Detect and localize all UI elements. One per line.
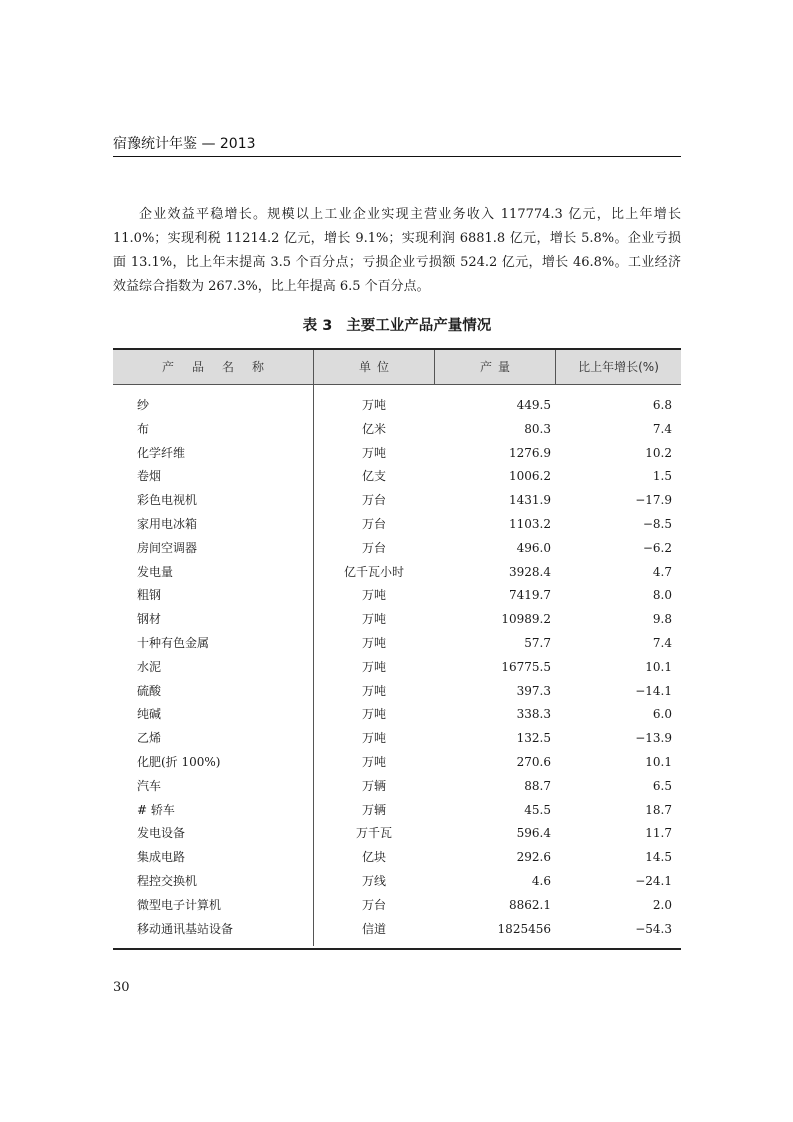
product-unit: 万吨: [361, 612, 386, 627]
table-row: [113, 513, 681, 537]
product-unit: 万辆: [361, 802, 386, 817]
table-header: [113, 350, 681, 385]
page-number: 30: [113, 980, 130, 995]
product-name: 布: [137, 421, 150, 436]
table-row: [113, 680, 681, 704]
product-growth: 10.1: [645, 659, 672, 674]
product-growth: 6.0: [652, 707, 672, 722]
column-header-growth: 比上年增长(%): [578, 360, 659, 374]
product-output: 57.7: [524, 635, 551, 650]
table-row: [113, 442, 681, 466]
product-unit: 万吨: [361, 588, 386, 603]
column-divider: [555, 350, 556, 384]
product-output: 45.5: [524, 802, 551, 817]
product-output: 292.6: [516, 850, 551, 865]
product-name: 化肥(折 100%): [137, 754, 221, 769]
table-row: [113, 561, 681, 585]
product-name: 移动通讯基站设备: [137, 921, 234, 936]
product-growth: −17.9: [635, 493, 672, 508]
product-name: 纱: [137, 398, 150, 412]
product-output: 4.6: [531, 873, 551, 888]
table-row: [113, 394, 681, 418]
product-name: 十种有色金属: [137, 635, 210, 650]
product-output: 1103.2: [509, 516, 551, 531]
product-growth: 14.5: [645, 850, 672, 865]
product-name: 卷烟: [137, 469, 162, 484]
product-output: 270.6: [516, 754, 551, 769]
product-growth: 8.0: [652, 588, 672, 603]
product-name: 发电量: [137, 564, 174, 579]
product-output: 3928.4: [509, 564, 551, 579]
table-caption: [113, 314, 681, 335]
running-header: [113, 134, 681, 157]
product-growth: 2.0: [652, 897, 672, 912]
table-number: 表 3: [302, 318, 333, 334]
table-row: [113, 489, 681, 513]
table-title: 主要工业产品产量情况: [346, 318, 492, 334]
product-name: 微型电子计算机: [137, 897, 222, 912]
product-name: 化学纤维: [137, 445, 186, 460]
product-name: 粗钢: [137, 588, 162, 603]
product-name: 硫酸: [137, 683, 162, 698]
product-output: 8862.1: [509, 897, 551, 912]
product-name: 汽车: [137, 778, 162, 793]
table-row: [113, 608, 681, 632]
product-growth: −8.5: [642, 516, 672, 531]
table-row: [113, 870, 681, 894]
product-name: 发电设备: [137, 826, 186, 841]
product-name: 集成电路: [137, 850, 186, 865]
table-row: [113, 775, 681, 799]
product-growth: −13.9: [635, 731, 672, 746]
table-body: [113, 394, 681, 941]
table-row: [113, 703, 681, 727]
product-output: 1006.2: [509, 469, 551, 484]
table-row: [113, 656, 681, 680]
product-name: 房间空调器: [137, 540, 198, 555]
product-growth: 18.7: [645, 802, 672, 817]
product-unit: 信道: [361, 921, 386, 936]
product-name: 水泥: [137, 659, 162, 674]
product-output: 496.0: [516, 540, 551, 555]
product-unit: 万吨: [361, 445, 386, 460]
product-unit: 亿千瓦小时: [343, 564, 404, 579]
product-output: 80.3: [524, 421, 551, 436]
production-table: [113, 348, 681, 950]
table-row: [113, 799, 681, 823]
product-output: 1825456: [497, 921, 551, 936]
product-output: 16775.5: [501, 659, 551, 674]
product-growth: 1.5: [652, 469, 672, 484]
product-unit: 万吨: [361, 754, 386, 769]
product-name: # 轿车: [137, 802, 175, 817]
product-output: 88.7: [524, 778, 551, 793]
product-growth: 4.7: [652, 564, 672, 579]
table-row: [113, 465, 681, 489]
product-name: 纯碱: [137, 707, 162, 722]
table-row: [113, 584, 681, 608]
column-header-name: 产品名称: [161, 360, 282, 374]
column-header-unit: 单位: [358, 360, 395, 374]
product-unit: 万台: [361, 493, 386, 508]
product-unit: 万吨: [361, 635, 386, 650]
product-growth: −24.1: [635, 873, 672, 888]
product-unit: 亿块: [361, 850, 386, 865]
column-header-output: 产量: [479, 360, 516, 374]
product-growth: 10.1: [645, 754, 672, 769]
product-growth: 9.8: [652, 612, 672, 627]
product-growth: −6.2: [642, 540, 672, 555]
product-growth: 7.4: [652, 635, 672, 650]
product-unit: 万台: [361, 540, 386, 555]
table-row: [113, 632, 681, 656]
product-output: 132.5: [516, 731, 551, 746]
table-row: [113, 418, 681, 442]
table-row: [113, 727, 681, 751]
product-name: 程控交换机: [137, 873, 198, 888]
product-growth: 7.4: [652, 421, 672, 436]
product-growth: 6.5: [652, 778, 672, 793]
table-row: [113, 822, 681, 846]
product-unit: 万辆: [361, 778, 386, 793]
product-output: 449.5: [516, 398, 551, 412]
table-row: [113, 537, 681, 561]
table-row: [113, 751, 681, 775]
product-name: 家用电冰箱: [137, 516, 198, 531]
product-unit: 万吨: [361, 731, 386, 746]
product-name: 彩色电视机: [137, 493, 198, 508]
product-output: 1276.9: [509, 445, 551, 460]
product-unit: 万吨: [361, 683, 386, 698]
product-output: 10989.2: [501, 612, 551, 627]
table-row: [113, 846, 681, 870]
table-row: [113, 918, 681, 942]
product-output: 7419.7: [509, 588, 551, 603]
product-name: 乙烯: [137, 731, 162, 746]
product-unit: 万吨: [361, 398, 386, 412]
product-unit: 万线: [361, 873, 386, 888]
intro-paragraph: 企业效益平稳增长。规模以上工业企业实现主营业务收入 117774.3 亿元，比上年增长 11.0%；实现利税 11214.2 亿元，增长 9.1%；实现利润 6881.8 亿元，增长 5.8%。企业亏损面 13.1%，比上年末提高 3.5 个百分点；亏损企业亏损额 524.2 亿元，增长 46.8%。工业经济效益综合指数为 267.3%，比上年提高 6.5 个百分点。: [113, 207, 681, 294]
product-growth: 10.2: [645, 445, 672, 460]
product-output: 397.3: [516, 683, 551, 698]
product-growth: −14.1: [635, 683, 672, 698]
product-unit: 亿米: [361, 421, 386, 436]
product-growth: −54.3: [635, 921, 672, 936]
product-output: 596.4: [516, 826, 551, 841]
table-row: [113, 894, 681, 918]
product-unit: 亿支: [361, 469, 386, 484]
product-output: 1431.9: [509, 493, 551, 508]
product-unit: 万千瓦: [355, 826, 392, 841]
product-unit: 万吨: [361, 659, 386, 674]
header-title: 宿豫统计年鉴 — 2013: [113, 136, 256, 152]
product-unit: 万台: [361, 516, 386, 531]
product-growth: 11.7: [645, 826, 672, 841]
product-name: 钢材: [137, 612, 162, 627]
product-output: 338.3: [516, 707, 551, 722]
product-unit: 万台: [361, 897, 386, 912]
product-unit: 万吨: [361, 707, 386, 722]
column-divider: [434, 350, 435, 384]
product-growth: 6.8: [652, 398, 672, 412]
